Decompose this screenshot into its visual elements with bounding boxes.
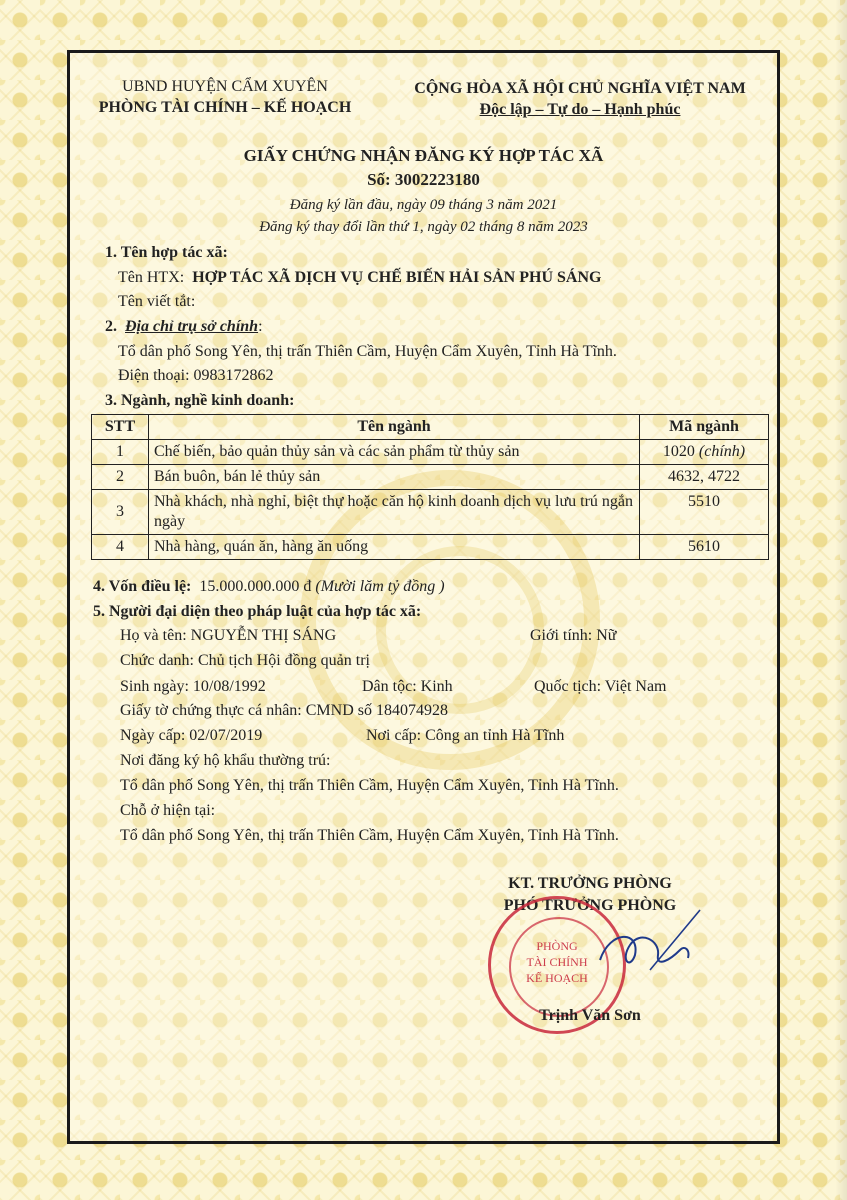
- row-stt: 3: [92, 490, 149, 535]
- section4-heading: 4. Vốn điều lệ:: [93, 578, 192, 595]
- first-registration-date: Đăng ký lần đầu, ngày 09 tháng 3 năm 2021: [289, 197, 558, 213]
- rep-position: Chức danh: Chủ tịch Hội đồng quản trị: [120, 652, 370, 669]
- table-row: [92, 490, 769, 535]
- row-name: Nhà khách, nhà nghỉ, biệt thự hoặc căn hộ kinh doanh dịch vụ lưu trú ngắn ngày: [149, 490, 640, 535]
- page-edge-shadow: [835, 0, 847, 1200]
- national-motto: Độc lập – Tự do – Hạnh phúc: [479, 101, 681, 118]
- section1-heading: 1. Tên hợp tác xã:: [105, 244, 228, 261]
- coop-name-row: [118, 268, 601, 288]
- certificate-number: Số: 3002223180: [367, 170, 480, 189]
- household-address: Tổ dân phố Song Yên, thị trấn Thiên Cầm, Huyện Cẩm Xuyên, Tỉnh Hà Tĩnh.: [120, 777, 619, 794]
- rep-dob: Sinh ngày: 10/08/1992: [120, 678, 266, 695]
- signature-title-1: KT. TRƯỞNG PHÒNG: [508, 875, 672, 892]
- phone-number: Điện thoại: 0983172862: [118, 367, 274, 384]
- handwritten-signature: [580, 900, 710, 980]
- signature-title-2: PHÓ TRƯỞNG PHÒNG: [503, 897, 677, 914]
- business-lines-table: [91, 414, 769, 560]
- row-name: Bán buôn, bán lẻ thủy sản: [149, 465, 640, 490]
- hq-address: Tổ dân phố Song Yên, thị trấn Thiên Cầm, Huyện Cẩm Xuyên, Tỉnh Hà Tĩnh.: [118, 343, 617, 360]
- coop-name-value: HỢP TÁC XÃ DỊCH VỤ CHẾ BIẾN HẢI SẢN PHÚ SÁNG: [192, 269, 602, 286]
- seal-text-2: TÀI CHÍNH: [526, 955, 588, 969]
- short-name-label: Tên viết tắt:: [118, 293, 196, 310]
- current-residence-address: Tổ dân phố Song Yên, thị trấn Thiên Cầm, Huyện Cẩm Xuyên, Tỉnh Hà Tĩnh.: [120, 827, 619, 844]
- table-row: [92, 440, 769, 465]
- coop-name-label: Tên HTX:: [118, 269, 185, 286]
- rep-id-document: Giấy tờ chứng thực cá nhân: CMND số 184074928: [120, 702, 448, 719]
- agency-name: UBND HUYỆN CẨM XUYÊN: [122, 78, 328, 95]
- row-code-cell: [640, 440, 769, 465]
- section3-heading: 3. Ngành, nghề kinh doanh:: [105, 392, 295, 409]
- rep-gender: Giới tính: Nữ: [530, 627, 617, 644]
- row-name: Nhà hàng, quán ăn, hàng ăn uống: [149, 535, 640, 560]
- table-header-row: [92, 415, 769, 440]
- rep-issue-date: Ngày cấp: 02/07/2019: [120, 727, 263, 744]
- row-stt: 4: [92, 535, 149, 560]
- rep-nationality: Quốc tịch: Việt Nam: [534, 678, 667, 695]
- signer-name: Trịnh Văn Sơn: [539, 1007, 641, 1024]
- column-header-stt: STT: [92, 415, 149, 440]
- household-label: Nơi đăng ký hộ khẩu thường trú:: [120, 752, 331, 769]
- row-name: Chế biến, bảo quản thủy sản và các sản phẩm từ thủy sản: [149, 440, 640, 465]
- column-header-name: Tên ngành: [149, 415, 640, 440]
- rep-issue-place: Nơi cấp: Công an tỉnh Hà Tĩnh: [366, 727, 565, 744]
- section2-number: 2.: [105, 318, 117, 335]
- row-code: 5510: [640, 490, 769, 535]
- national-title: CỘNG HÒA XÃ HỘI CHỦ NGHĨA VIỆT NAM: [414, 80, 746, 97]
- current-residence-label: Chỗ ở hiện tại:: [120, 802, 216, 819]
- seal-text-1: PHÒNG: [536, 939, 578, 953]
- section2-heading: Địa chỉ trụ sở chính: [125, 318, 259, 335]
- row-code: 4632, 4722: [640, 465, 769, 490]
- row-stt: 2: [92, 465, 149, 490]
- charter-capital-words: (Mười lăm tỷ đồng ): [315, 578, 445, 595]
- change-registration-date: Đăng ký thay đổi lần thứ 1, ngày 02 tháng 8 năm 2023: [259, 219, 588, 235]
- table-row: [92, 465, 769, 490]
- document-title: GIẤY CHỨNG NHẬN ĐĂNG KÝ HỢP TÁC XÃ: [243, 146, 604, 165]
- table-row: [92, 535, 769, 560]
- column-header-code: Mã ngành: [640, 415, 769, 440]
- row-code-note: (chính): [698, 443, 746, 460]
- row-code: 5610: [640, 535, 769, 560]
- section2-colon: :: [258, 318, 263, 335]
- section5-heading: 5. Người đại diện theo pháp luật của hợp tác xã:: [93, 603, 422, 620]
- rep-name: Họ và tên: NGUYỄN THỊ SÁNG: [120, 627, 337, 644]
- row-stt: 1: [92, 440, 149, 465]
- row-code: 1020: [662, 443, 695, 460]
- department-name: PHÒNG TÀI CHÍNH – KẾ HOẠCH: [98, 99, 352, 116]
- rep-ethnicity: Dân tộc: Kinh: [362, 678, 453, 695]
- seal-text-3: KẾ HOẠCH: [526, 971, 588, 985]
- section2-heading-row: [105, 317, 263, 337]
- charter-capital-value: 15.000.000.000 đ: [199, 578, 312, 595]
- section4-row: [93, 577, 445, 597]
